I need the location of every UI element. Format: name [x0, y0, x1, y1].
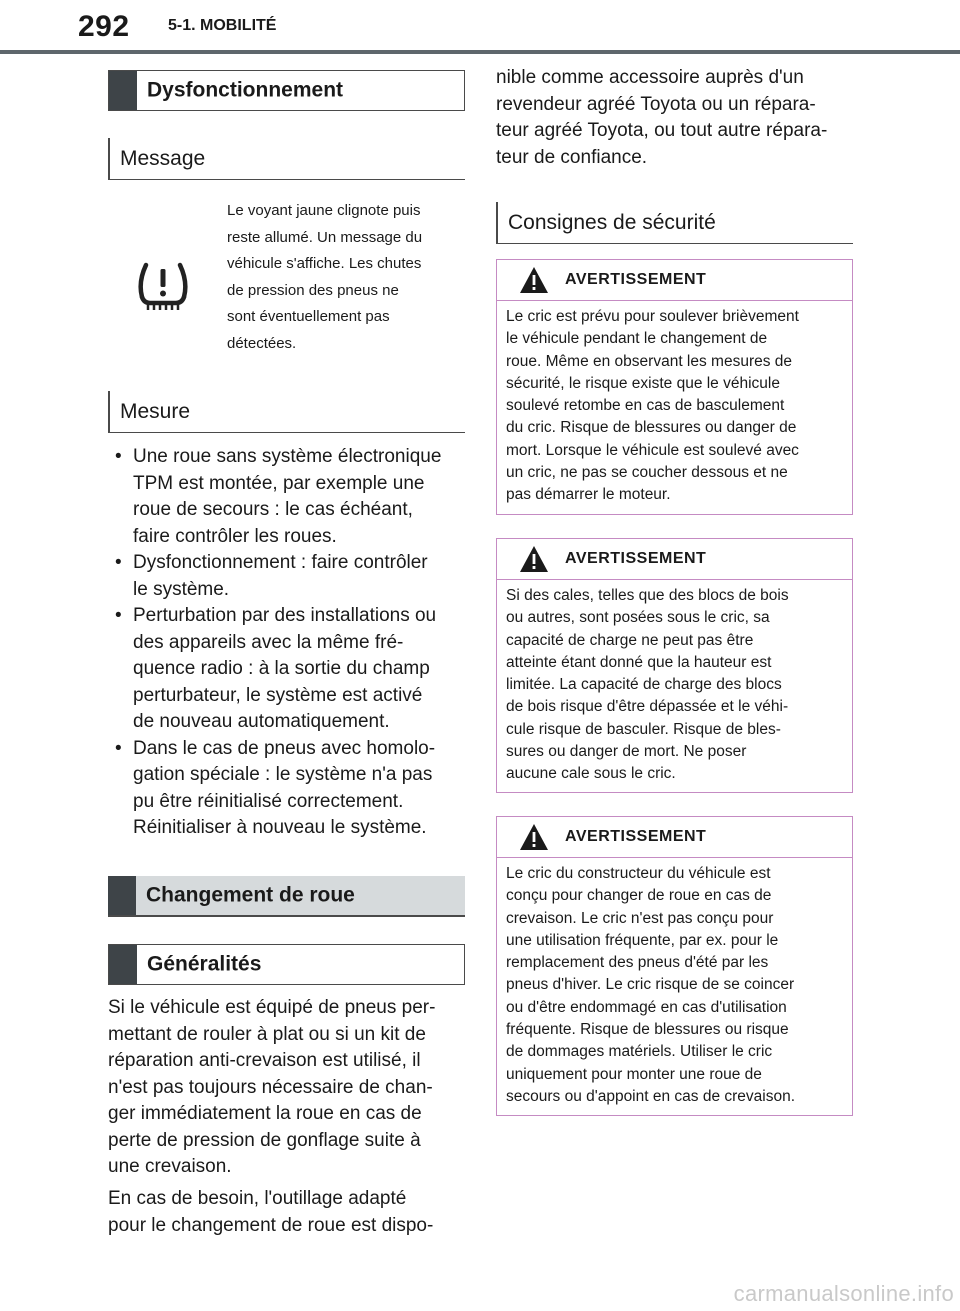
warning-box-2	[496, 538, 853, 793]
text-line: sures ou danger de mort. Ne poser	[506, 743, 747, 761]
subheading-message	[108, 138, 465, 180]
text-line: capacité de charge ne peut pas être	[506, 631, 754, 649]
text-line: pu être réinitialisé correctement.	[133, 790, 404, 812]
text-line: remplacement des pneus d'été par les	[506, 954, 769, 972]
warning-title: AVERTISSEMENT	[565, 271, 707, 288]
warning-text	[506, 306, 844, 507]
text-line: de nouveau automatiquement.	[133, 711, 390, 732]
footer-watermark: carmanualsonline.info	[733, 1281, 954, 1306]
list-item	[109, 444, 469, 550]
text-line: cule risque de basculer. Risque de bles-	[506, 720, 781, 738]
warning-title: AVERTISSEMENT	[565, 828, 707, 845]
subheading-consignes-de-securite	[496, 202, 853, 244]
text-line: réparation anti-crevaison est utilisé, il	[108, 1050, 421, 1071]
paragraph-continuation	[496, 65, 858, 171]
text-line: sécurité, le risque existe que le véhicule	[506, 374, 780, 392]
text-line: fréquente. Risque de blessures ou risque	[506, 1021, 789, 1039]
paragraph-generalites	[108, 995, 470, 1181]
text-line: Le voyant jaune clignote puis	[227, 202, 421, 219]
warning-box-1	[496, 259, 853, 515]
warning-triangle-icon	[519, 545, 549, 573]
text-line: quence radio : à la sortie du champ	[133, 658, 430, 679]
text-line: Le cric est prévu pour soulever brièvement	[506, 308, 799, 325]
text-line: aucune cale sous le cric.	[506, 765, 676, 783]
text-line: TPM est montée, par exemple une	[133, 472, 425, 494]
section-title-text: Changement de roue	[146, 883, 355, 907]
section-title-text: Généralités	[147, 952, 262, 976]
text-line: Réinitialiser à nouveau le système.	[133, 817, 427, 838]
text-line: conçu pour changer de roue en cas de	[506, 887, 772, 905]
text-line: une crevaison.	[108, 1156, 232, 1177]
chapter-title: 5-1. MOBILITÉ	[168, 17, 277, 34]
text-line: le véhicule pendant le changement de	[506, 330, 768, 348]
warning-text	[506, 585, 844, 786]
text-line: de bois risque d'être dépassée et le véhi-	[506, 698, 789, 716]
text-line: de dommages matériels. Utiliser le cric	[506, 1043, 773, 1061]
warning-triangle-icon	[519, 823, 549, 851]
text-line: du cric. Risque de blessures ou danger de	[506, 419, 797, 437]
title-tab	[109, 945, 137, 984]
text-line: le système.	[133, 578, 230, 600]
text-line: roue de secours : le cas échéant,	[133, 499, 413, 520]
text-line: pneus d'hiver. Le cric risque de se coincer	[506, 976, 795, 994]
text-line: reste allumé. Un message du	[227, 228, 423, 246]
text-line: pas démarrer le moteur.	[506, 486, 671, 504]
text-line: mettant de rouler à plat ou si un kit de	[108, 1023, 426, 1045]
text-line: Si des cales, telles que des blocs de bois	[506, 587, 789, 604]
page-number: 292	[78, 10, 130, 43]
subheading-text: Consignes de sécurité	[508, 210, 716, 234]
text-line: n'est pas toujours nécessaire de chan-	[108, 1076, 433, 1098]
text-line: ou autres, sont posées sous le cric, sa	[506, 609, 770, 627]
text-line: véhicule s'affiche. Les chutes	[227, 255, 422, 272]
header-rule	[0, 50, 960, 54]
tpms-warning-icon	[136, 262, 190, 312]
subheading-text: Message	[120, 146, 206, 170]
text-line: mort. Lorsque le véhicule est soulevé avec	[506, 441, 799, 459]
subheading-text: Mesure	[120, 399, 191, 423]
text-line: perturbateur, le système est activé	[133, 684, 423, 706]
text-line: • Perturbation par des installations ou	[133, 605, 437, 626]
text-line: une utilisation fréquente, par ex. pour le	[506, 931, 779, 949]
warning-box-3	[496, 816, 853, 1116]
list-item	[109, 736, 469, 842]
text-line: • Dans le cas de pneus avec homolo-	[133, 737, 436, 759]
measure-bullet-list	[109, 444, 469, 842]
text-line: faire contrôler les roues.	[133, 525, 337, 547]
section-title-dysfonctionnement	[108, 70, 465, 111]
section-title-text: Dysfonctionnement	[147, 78, 344, 102]
text-line: Si le véhicule est équipé de pneus per-	[108, 997, 436, 1018]
text-line: revendeur agréé Toyota ou un répara-	[496, 93, 816, 115]
text-line: En cas de besoin, l'outillage adapté	[108, 1188, 407, 1209]
text-line: Le cric du constructeur du véhicule est	[506, 865, 771, 882]
text-line: secours ou d'appoint en cas de crevaison.	[506, 1087, 796, 1105]
subheading-mesure	[108, 391, 465, 433]
title-tab	[109, 71, 137, 110]
text-line: roue. Même en observant les mesures de	[506, 352, 793, 370]
text-line: atteinte étant donné que la hauteur est	[506, 653, 772, 671]
text-line: limitée. La capacité de charge des blocs	[506, 676, 782, 694]
text-line: crevaison. Le cric n'est pas conçu pour	[506, 909, 774, 927]
text-line: ger immédiatement la roue en cas de	[108, 1103, 422, 1124]
warning-header	[497, 260, 852, 301]
text-line: uniquement pour monter une roue de	[506, 1065, 762, 1083]
warning-text	[506, 863, 844, 1108]
section-title-changement-de-roue	[108, 876, 465, 917]
text-line: de pression des pneus ne	[227, 281, 399, 299]
text-line: perte de pression de gonflage suite à	[108, 1129, 421, 1151]
text-line: soulevé retombe en cas de basculement	[506, 397, 785, 415]
text-line: gation spéciale : le système n'a pas	[133, 764, 433, 785]
list-item	[109, 603, 469, 736]
list-item	[109, 550, 469, 603]
text-line: • Une roue sans système électronique	[133, 446, 442, 467]
warning-title: AVERTISSEMENT	[565, 550, 707, 567]
text-line: nible comme accessoire auprès d'un	[496, 67, 804, 88]
text-line: pour le changement de roue est dispo-	[108, 1214, 434, 1236]
text-line: • Dysfonctionnement : faire contrôler	[133, 552, 428, 573]
text-line: ou d'être endommagé en cas d'utilisation	[506, 998, 787, 1016]
text-line: sont éventuellement pas	[227, 308, 390, 325]
text-line: un cric, ne pas se coucher dessous et ne	[506, 464, 788, 482]
warning-triangle-icon	[519, 266, 549, 294]
message-description	[227, 198, 467, 357]
warning-header	[497, 817, 852, 858]
section-title-generalites	[108, 944, 465, 985]
text-line: des appareils avec la même fré-	[133, 631, 404, 653]
warning-header	[497, 539, 852, 580]
text-line: teur de confiance.	[496, 146, 648, 168]
text-line: teur agréé Toyota, ou tout autre répara-	[496, 120, 828, 141]
text-line: détectées.	[227, 334, 297, 352]
paragraph-outillage	[108, 1186, 470, 1239]
title-tab	[108, 876, 136, 915]
